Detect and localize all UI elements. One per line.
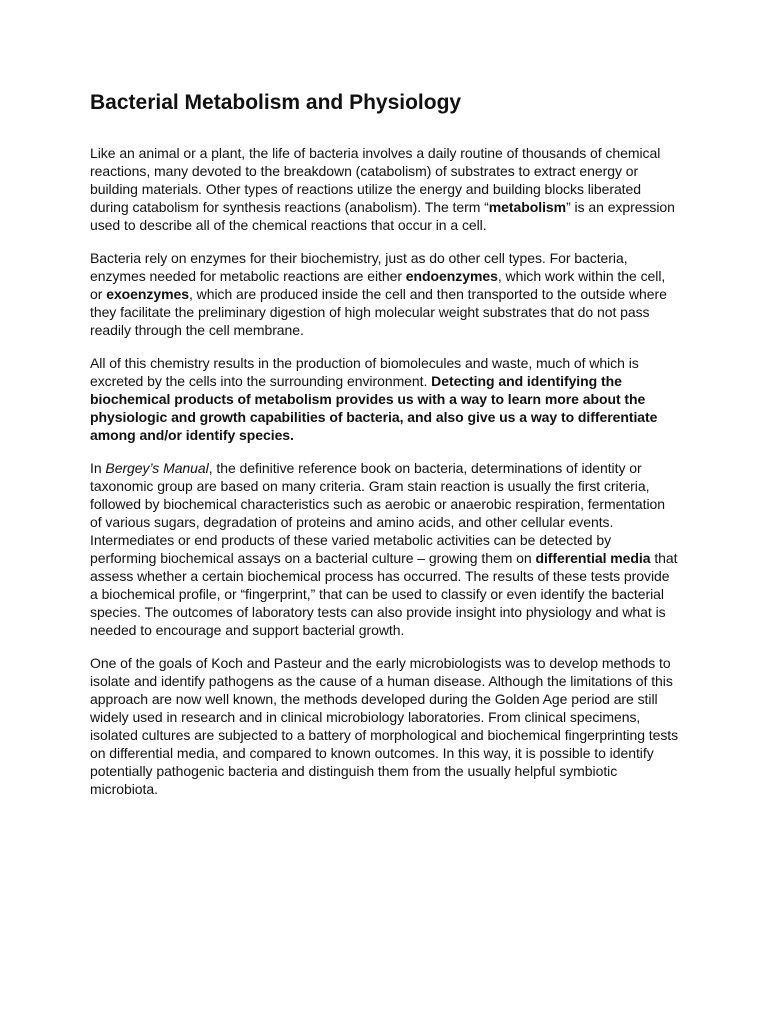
key-statement: Detecting and identifying the biochemical products of metabolism provides us with a way to learn more about the physiologic and growth capabilities of bacteria, and also give us a way to differentiate among and/or identify species. — [90, 373, 658, 444]
term-exoenzymes: exoenzymes — [106, 286, 189, 303]
paragraph-koch-pasteur: One of the goals of Koch and Pasteur and the early microbiologists was to develop methods to isolate and identify pathogens as the cause of a human disease. Although the limitations of this approach are now well known, the methods developed during the Golden Age period are still widely used in research and in clinical microbiology laboratories. From clinical specimens, isolated cultures are subjected to a battery of morphological and biochemical fingerprinting tests on differential media, and compared to known outcomes. In this way, it is possible to identify potentially pathogenic bacteria and distinguish them from the usually helpful symbiotic microbiota. — [90, 655, 679, 798]
term-metabolism: metabolism — [488, 199, 567, 216]
document-page — [90, 90, 680, 813]
paragraph-text: , the definitive reference book on bacteria, determinations of identity or taxonomic group are based on many criteria. Gram stain reaction is usually the first criteria, followed by biochemical characteristics such as aerobic or anaerobic respiration, fermentation of various sugars, degradation of proteins and amino acids, and other cellular events. Intermediates or end products of these varied metabolic activities can be detected by performing biochemical assays on a bacterial culture – growing them on — [90, 460, 666, 567]
paragraph-text: , which work within the cell, or — [90, 268, 666, 303]
term-differential-media: differential media — [535, 550, 651, 567]
paragraph-bergeys-manual — [90, 459, 680, 639]
document-title: Bacterial Metabolism and Physiology — [90, 91, 462, 114]
paragraph-metabolism — [90, 144, 680, 234]
paragraph-enzymes — [90, 249, 680, 339]
paragraph-biochemistry — [90, 354, 680, 444]
paragraph-text: , which are produced inside the cell and then transported to the outside where they facilitate the preliminary digestion of high molecular weight substrates that do not pass readily through the cell membrane. — [90, 286, 667, 339]
term-endoenzymes: endoenzymes — [405, 268, 498, 285]
paragraph-text: ” is an expression used to describe all of the chemical reactions that occur in a cell. — [90, 199, 675, 234]
book-title: Bergey’s Manual — [105, 460, 209, 477]
paragraph-text: In — [90, 460, 106, 477]
paragraph-text: All of this chemistry results in the production of biomolecules and waste, much of which is excreted by the cells into the surrounding environment. — [90, 355, 639, 390]
paragraph-text: that assess whether a certain biochemical process has occurred. The results of these tests provide a biochemical profile, or “fingerprint,” that can be used to classify or even identify the bacterial species. The outcomes of laboratory tests can also provide insight into physiology and what is needed to encourage and support bacterial growth. — [90, 550, 678, 639]
paragraph-text: Like an animal or a plant, the life of bacteria involves a daily routine of thousands of chemical reactions, many devoted to the breakdown (catabolism) of substrates to extract energy or building materials. Other types of reactions utilize the energy and building blocks liberated during catabolism for synthesis reactions (anabolism). The term “ — [90, 145, 661, 216]
paragraph-text: Bacteria rely on enzymes for their biochemistry, just as do other cell types. For bacteria, enzymes needed for metabolic reactions are either — [90, 250, 628, 285]
